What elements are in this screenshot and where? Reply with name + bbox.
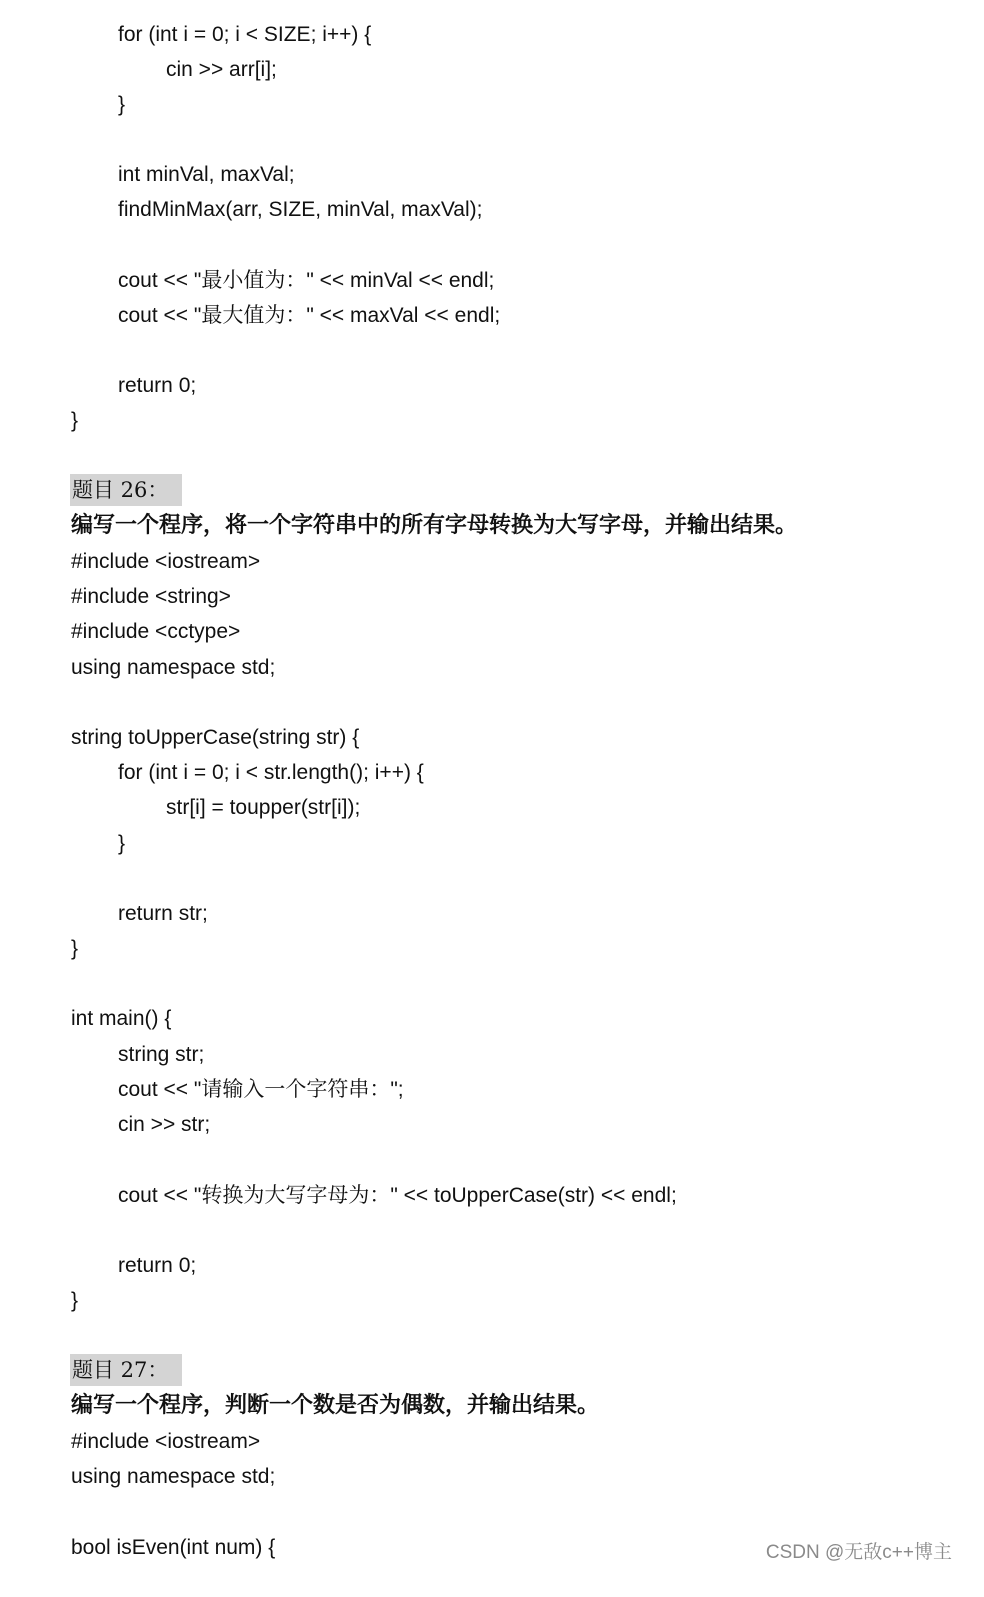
code-line: for (int i = 0; i < str.length(); i++) { <box>118 761 424 784</box>
code-line: cin >> arr[i]; <box>166 58 277 81</box>
code-line: } <box>118 93 126 116</box>
question-heading: 题目 26： <box>70 474 182 506</box>
code-line: #include <iostream> <box>71 550 261 573</box>
code-line: string toUpperCase(string str) { <box>71 726 360 749</box>
code-line: int minVal, maxVal; <box>118 163 295 186</box>
code-line: findMinMax(arr, SIZE, minVal, maxVal); <box>118 198 483 221</box>
code-line: str[i] = toupper(str[i]); <box>166 796 361 819</box>
csdn-watermark: CSDN @无敌c++博主 <box>765 1542 952 1563</box>
question-text: 编写一个程序，判断一个数是否为偶数，并输出结果。 <box>71 1393 600 1418</box>
code-line: } <box>71 409 79 432</box>
code-line: bool isEven(int num) { <box>71 1536 276 1559</box>
code-line: return str; <box>118 902 208 925</box>
code-line: int main() { <box>71 1007 172 1030</box>
code-line: cout << "最大值为：" << maxVal << endl; <box>118 304 501 327</box>
code-line: for (int i = 0; i < SIZE; i++) { <box>118 23 372 46</box>
question-heading: 题目 27： <box>70 1354 182 1386</box>
code-line: cout << "请输入一个字符串："; <box>118 1078 404 1101</box>
code-line: cin >> str; <box>118 1113 211 1136</box>
code-line: } <box>71 937 79 960</box>
code-line: cout << "转换为大写字母为：" << toUpperCase(str) << endl; <box>118 1184 677 1207</box>
code-line: return 0; <box>118 1254 197 1277</box>
question-text: 编写一个程序，将一个字符串中的所有字母转换为大写字母，并输出结果。 <box>71 513 798 538</box>
code-line: cout << "最小值为：" << minVal << endl; <box>118 269 495 292</box>
code-line: using namespace std; <box>71 1465 276 1488</box>
code-line: using namespace std; <box>71 656 276 679</box>
code-line: #include <string> <box>71 585 231 608</box>
code-line: } <box>71 1289 79 1312</box>
code-line: } <box>118 832 126 855</box>
code-line: #include <iostream> <box>71 1430 261 1453</box>
code-line: return 0; <box>118 374 197 397</box>
code-line: #include <cctype> <box>71 620 241 643</box>
code-line: string str; <box>118 1043 205 1066</box>
